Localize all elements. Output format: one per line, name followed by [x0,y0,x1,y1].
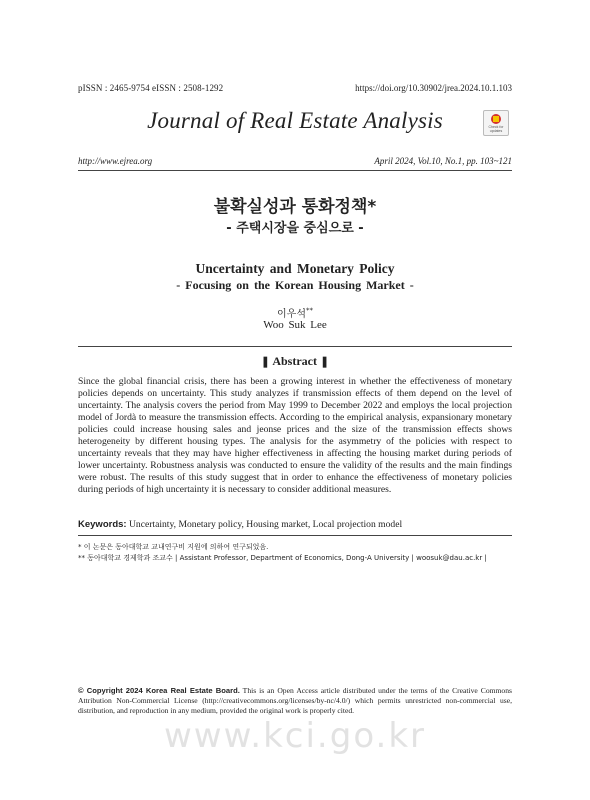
abstract-bar-right: ❚ [320,356,330,368]
korean-subtitle: - 주택시장을 중심으로 - [226,221,364,236]
crossmark-flag-icon [493,116,499,122]
author-english: Woo Suk Lee [263,319,327,331]
english-title: Uncertainty and Monetary Policy [195,261,395,276]
doi-link[interactable]: https://doi.org/10.30902/jrea.2024.10.1.103 [355,83,512,93]
journal-title: Journal of Real Estate Analysis [147,108,443,133]
copyright-lead: © Copyright 2024 Korea Real Estate Board. [78,686,240,695]
abstract-heading [0,354,590,369]
keywords [78,519,512,530]
issue-info: April 2024, Vol.10, No.1, pp. 103~121 [374,156,512,166]
abstract-divider [78,346,512,347]
journal-website-link[interactable]: http://www.ejrea.org [78,156,153,166]
copyright-notice [78,686,512,716]
author-korean-name: 이우석 [277,309,306,320]
keywords-value: Uncertainty, Monetary policy, Housing market, Local projection model [128,519,403,530]
crossmark-label: Check for updates [488,125,504,133]
kci-watermark: www.kci.go.kr [163,716,426,756]
author-korean [0,305,590,320]
footnote-author: ** 동아대학교 경제학과 조교수 | Assistant Professor, Department of Economics, Dong-A University | woosuk@dau.ac.kr | [78,554,487,562]
abstract-body: Since the global financial crisis, there has been a growing interest in whether the effectiveness of monetary policies depends on uncertainty. This study analyzes if transmission effects of them depend on the level of uncertainty. The analysis covers the period from May 1999 to December 2022 and employs the local projection model of Jordà to measure the transmission effects. According to the empirical analysis, expansionary monetary policies could increase housing sales and jeonse prices and the size of the transmission effects shows heterogeneity by different housing types. The analysis for the asymmetry of the policies with respect to uncertainty reveals that they may have higher effectiveness in affecting the housing market during periods of lower uncertainty. Robustness analysis was conducted to ensure the validity of the results and the main findings were robust. The results of this study suggest that in order to enhance the effectiveness of monetary policies during periods of high uncertainty it is necessary to consider additional measures. [78,376,512,496]
issn-line: pISSN : 2465-9754 eISSN : 2508-1292 [78,83,224,93]
abstract-heading-text: Abstract [272,354,317,368]
crossmark-badge[interactable] [483,110,509,136]
korean-title: 불확실성과 통화정책* [213,197,377,217]
keywords-divider [78,535,512,536]
english-subtitle: - Focusing on the Korean Housing Market - [176,278,414,292]
author-footnote-mark: ** [305,306,313,315]
header-divider [78,170,512,171]
footnote-funding: * 이 논문은 동아대학교 교내연구비 지원에 의하여 연구되었음. [78,543,269,551]
abstract-bar-left: ❚ [260,356,270,368]
keywords-label: Keywords: [78,519,127,530]
copyright-text: This is an Open Access article distributed under the terms of the Creative Commons Attribution Non-Commercial License (http://creativecommons.org/licenses/by-nc/4.0/) which permits unrestricted non-commercial use, distribution, and reproduction in any medium, provided the original work is properly cited. [78,686,512,715]
